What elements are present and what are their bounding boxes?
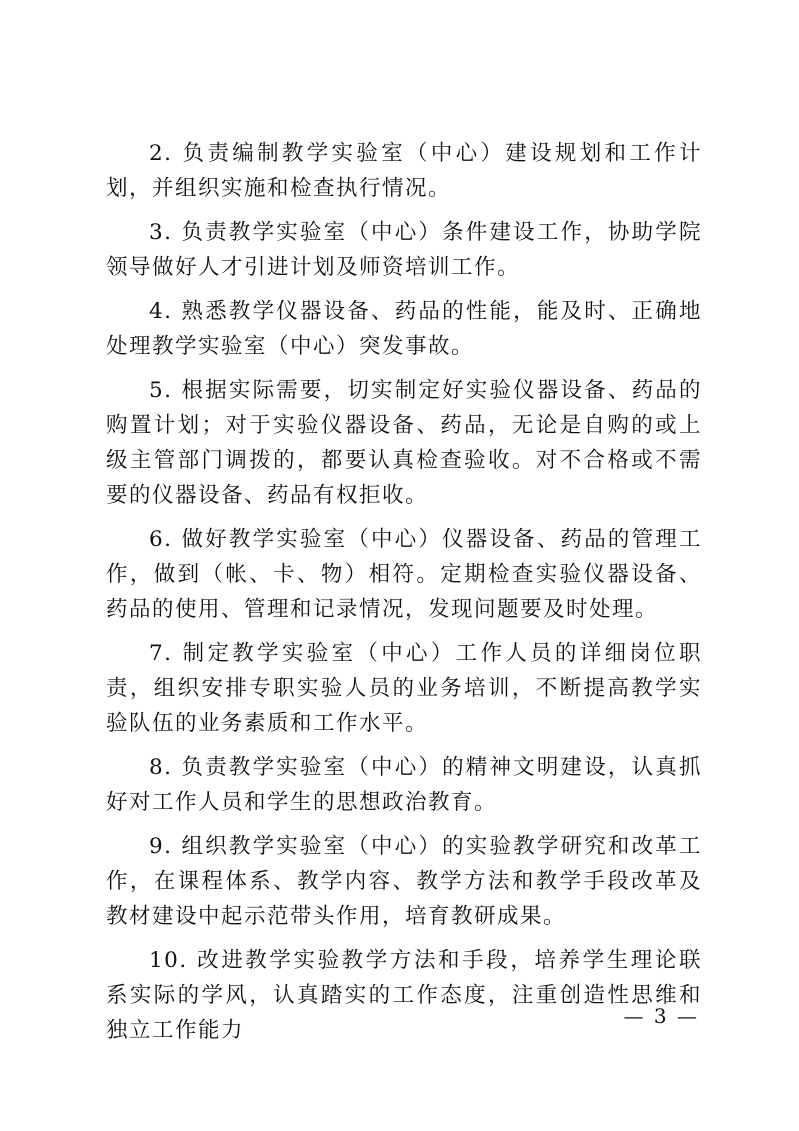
document-body — [106, 136, 702, 1048]
paragraph-item-4: 4. 熟悉教学仪器设备、药品的性能，能及时、正确地处理教学实验室（中心）突发事故。 — [106, 299, 702, 359]
paragraph-item-6: 6. 做好教学实验室（中心）仪器设备、药品的管理工作，做到（帐、卡、物）相符。定期检查实验仪器设备、药品的使用、管理和记录情况，发现问题要及时处理。 — [106, 527, 702, 622]
paragraph-item-10: 10. 改进教学实验教学方法和手段，培养学生理论联系实际的学风，认真踏实的工作态度，注重创造性思维和独立工作能力 — [106, 948, 702, 1043]
paragraph-item-5: 5. 根据实际需要，切实制定好实验仪器设备、药品的购置计划；对于实验仪器设备、药品，无论是自购的或上级主管部门调拨的，都要认真检查验收。对不合格或不需要的仪器设备、药品有权拒收。 — [106, 378, 702, 508]
page-number: — 3 — — [623, 1004, 699, 1028]
paragraph-item-8: 8. 负责教学实验室（中心）的精神文明建设，认真抓好对工作人员和学生的思想政治教育。 — [106, 755, 702, 815]
paragraph-item-3: 3. 负责教学实验室（中心）条件建设工作，协助学院领导做好人才引进计划及师资培训工作。 — [106, 220, 702, 280]
paragraph-item-2: 2. 负责编制教学实验室（中心）建设规划和工作计划，并组织实施和检查执行情况。 — [106, 141, 702, 201]
paragraph-item-7: 7. 制定教学实验室（中心）工作人员的详细岗位职责，组织安排专职实验人员的业务培训，不断提高教学实验队伍的业务素质和工作水平。 — [106, 641, 702, 736]
paragraph-item-9: 9. 组织教学实验室（中心）的实验教学研究和改革工作，在课程体系、教学内容、教学方法和教学手段改革及教材建设中起示范带头作用，培育教研成果。 — [106, 834, 702, 929]
